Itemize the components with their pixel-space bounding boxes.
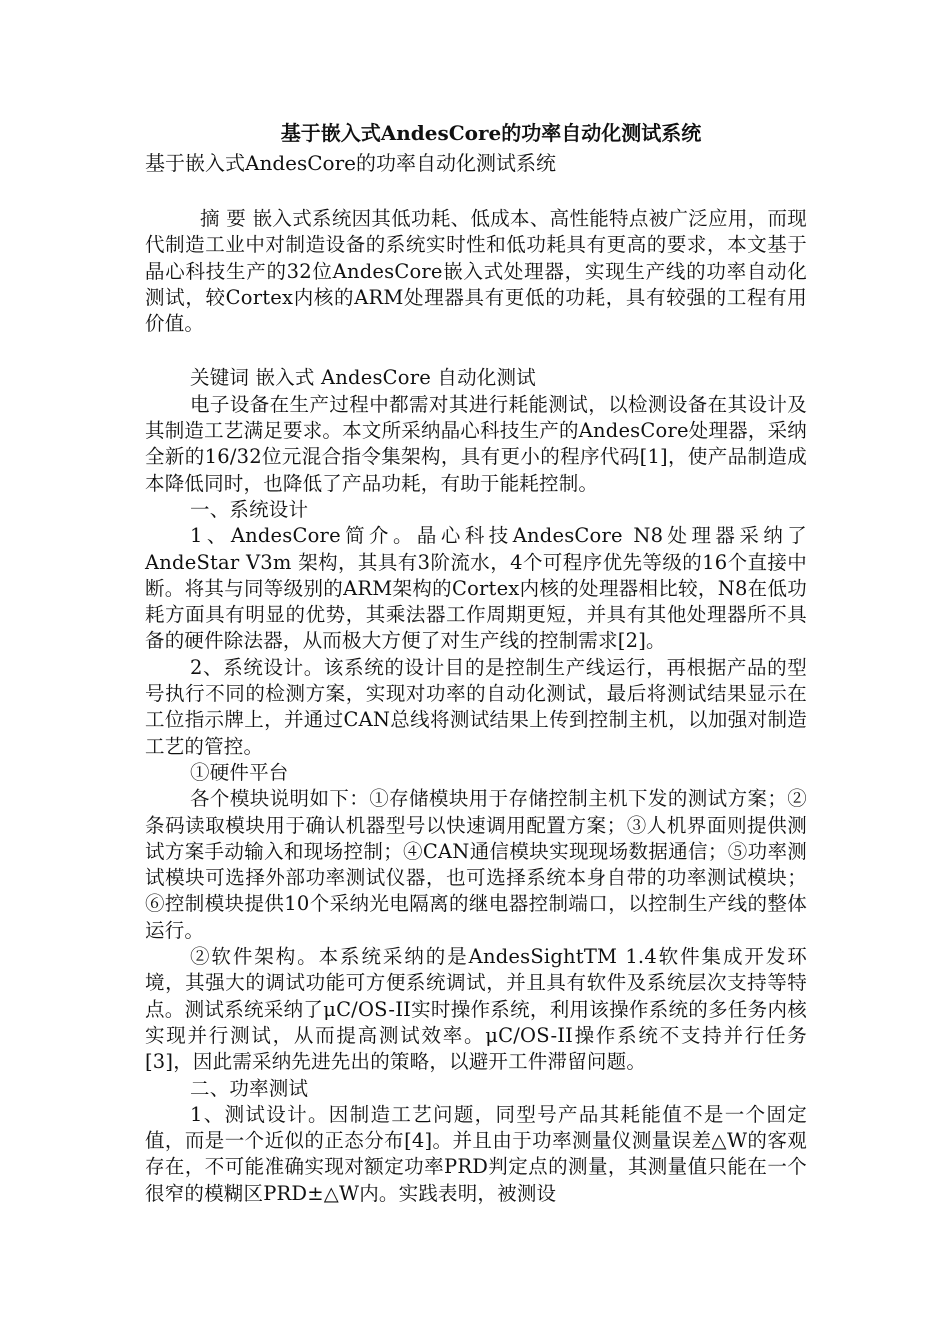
document-page [145, 118, 807, 1207]
document-title: 基于嵌入式AndesCore的功率自动化测试系统 [280, 121, 702, 145]
body-paragraph: 2、系统设计。该系统的设计目的是控制生产线运行，再根据产品的型号执行不同的检测方案，实现对功率的自动化测试，最后将测试结果显示在工位指示牌上，并通过CAN总线将测试结果上传到控制主机，以加强对制造工艺的管控。 [145, 655, 807, 758]
body-paragraph: 电子设备在生产过程中都需对其进行耗能测试，以检测设备在其设计及其制造工艺满足要求。本文所采纳晶心科技生产的AndesCore处理器，采纳全新的16/32位元混合指令集架构，具有更小的程序代码[1]，使产品制造成本降低同时，也降低了产品功耗，有助于能耗控制。 [145, 392, 807, 495]
document-subtitle: 基于嵌入式AndesCore的功率自动化测试系统 [145, 151, 556, 175]
section-heading: 二、功率测试 [190, 1076, 309, 1100]
body-paragraph: 1、AndesCore简介。晶心科技AndesCore N8处理器采纳了AndeStar V3m 架构，其具有3阶流水，4个可程序优先等级的16个直接中断。将其与同等级别的ARM架构的Cortex内核的处理器相比较，N8在低功耗方面具有明显的优势，其乘法器工作周期更短，并具有其他处理器所不具备的硬件除法器，从而极大方便了对生产线的控制需求[2]。 [145, 524, 807, 653]
keywords-paragraph: 关键词 嵌入式 AndesCore 自动化测试 [190, 366, 536, 390]
body-paragraph: 1、测试设计。因制造工艺问题，同型号产品其耗能值不是一个固定值，而是一个近似的正态分布[4]。并且由于功率测量仪测量误差△W的客观存在，不可能准确实现对额定功率PRD判定点的测量，其测量值只能在一个很窄的模糊区PRD±△W内。实践表明，被测设 [145, 1102, 807, 1205]
section-heading: 一、系统设计 [190, 497, 309, 521]
subsection-heading: ①硬件平台 [190, 760, 289, 784]
abstract-paragraph: 摘 要 嵌入式系统因其低功耗、低成本、高性能特点被广泛应用，而现代制造工业中对制造设备的系统实时性和低功耗具有更高的要求，本文基于晶心科技生产的32位AndesCore嵌入式处理器，实现生产线的功率自动化测试，较Cortex内核的ARM处理器具有更低的功耗，具有较强的工程有用价值。 [145, 207, 807, 336]
body-paragraph: ②软件架构。本系统采纳的是AndesSightTM 1.4软件集成开发环境，其强大的调试功能可方便系统调试，并且具有软件及系统层次支持等特点。测试系统采纳了μC/OS-II实时操作系统，利用该操作系统的多任务内核实现并行测试，从而提高测试效率。μC/OS-II操作系统不支持并行任务[3]，因此需采纳先进先出的策略，以避开工件滞留问题。 [145, 945, 807, 1074]
body-paragraph: 各个模块说明如下：①存储模块用于存储控制主机下发的测试方案；②条码读取模块用于确认机器型号以快速调用配置方案；③人机界面则提供测试方案手动输入和现场控制；④CAN通信模块实现现场数据通信；⑤功率测试模块可选择外部功率测试仪器，也可选择系统本身自带的功率测试模块；⑥控制模块提供10个采纳光电隔离的继电器控制端口，以控制生产线的整体运行。 [145, 787, 807, 942]
